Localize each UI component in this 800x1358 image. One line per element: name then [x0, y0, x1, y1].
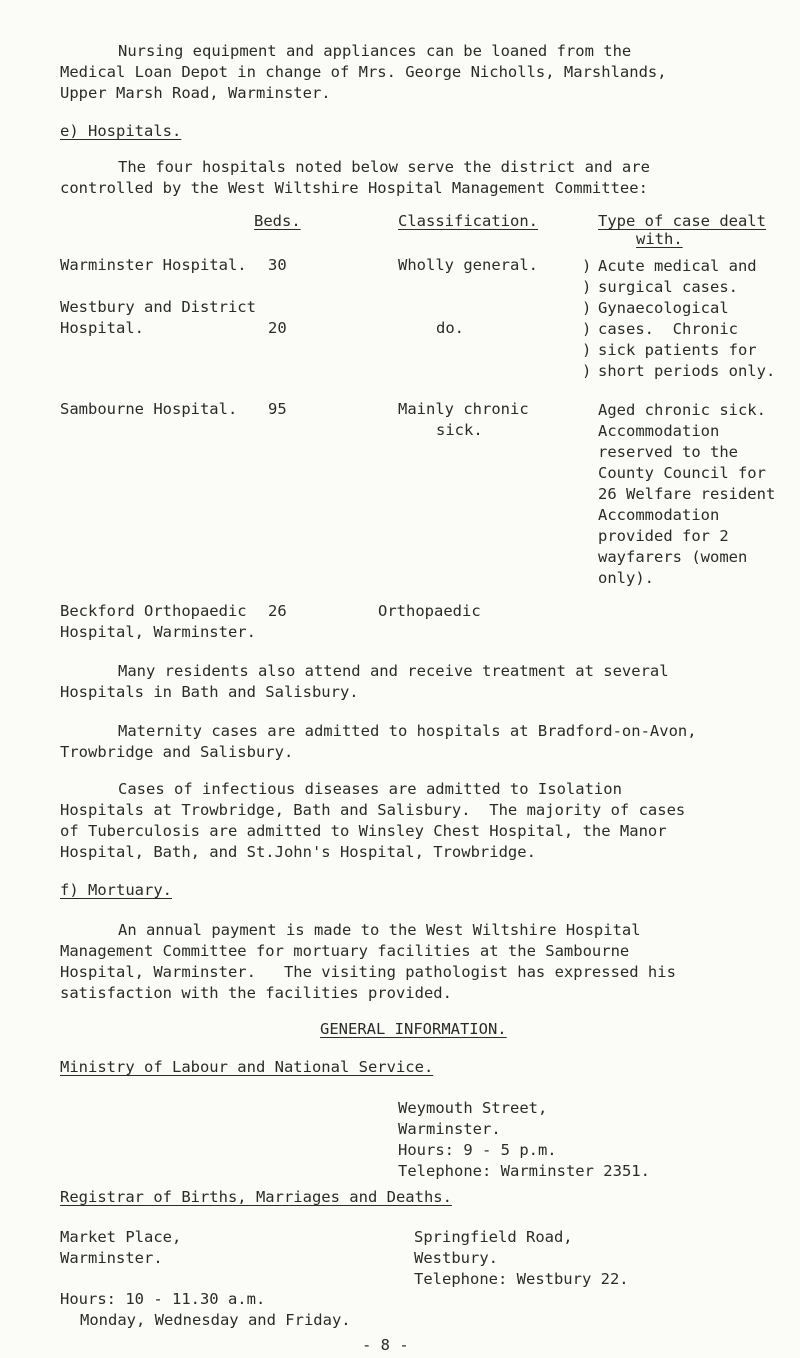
type-group-chronic — [598, 400, 775, 589]
section-heading-hospitals: e) Hospitals. — [60, 122, 182, 140]
header-beds: Beds. — [254, 212, 301, 230]
hospitals-intro-line-2: controlled by the West Wiltshire Hospital Management Committee: — [60, 179, 648, 197]
hospital-classification: Wholly general. — [398, 256, 538, 274]
page-number: - 8 - — [362, 1336, 409, 1354]
registrar-days: Monday, Wednesday and Friday. — [80, 1311, 351, 1329]
hospital-beds: 26 — [268, 602, 287, 620]
type-line: provided for 2 — [598, 527, 729, 545]
registrar-address-right — [414, 1227, 629, 1290]
address-line: Westbury. — [414, 1249, 498, 1267]
hospital-name-cont: Hospital. — [60, 319, 144, 337]
address-line: Telephone: Westbury 22. — [414, 1270, 629, 1288]
hospital-beds: 95 — [268, 400, 287, 418]
header-classification: Classification. — [398, 212, 538, 230]
hospital-classification: do. — [436, 319, 464, 337]
hospital-classification-cont: sick. — [436, 421, 483, 439]
hospital-beds: 30 — [268, 256, 287, 274]
type-bracket: ) ) ) ) ) ) — [582, 257, 592, 380]
mortuary-line-3: Hospital, Warminster. The visiting pathologist has expressed his — [60, 963, 676, 981]
registrar-address-left — [60, 1227, 181, 1269]
address-line: Hours: 9 - 5 p.m. — [398, 1141, 557, 1159]
ministry-address — [398, 1098, 650, 1182]
mortuary-line-4: satisfaction with the facilities provided. — [60, 984, 452, 1002]
registrar-heading: Registrar of Births, Marriages and Deaths. — [60, 1188, 452, 1206]
para-maternity-line-2: Trowbridge and Salisbury. — [60, 743, 294, 761]
mortuary-line-1: An annual payment is made to the West Wiltshire Hospital — [118, 921, 641, 939]
registrar-hours: Hours: 10 - 11.30 a.m. — [60, 1290, 266, 1308]
type-line: Accommodation — [598, 506, 720, 524]
type-line: short periods only. — [598, 362, 776, 380]
address-line: Springfield Road, — [414, 1228, 573, 1246]
type-line: Acute medical and — [598, 257, 757, 275]
type-line: Accommodation — [598, 422, 720, 440]
address-line: Telephone: Warminster 2351. — [398, 1162, 650, 1180]
general-information-heading: GENERAL INFORMATION. — [320, 1020, 507, 1038]
type-line: only). — [598, 569, 654, 587]
address-line: Market Place, — [60, 1228, 182, 1246]
type-line: surgical cases. — [598, 278, 738, 296]
header-type-line-1: Type of case dealt — [598, 212, 766, 230]
mortuary-line-2: Management Committee for mortuary facilities at the Sambourne — [60, 942, 630, 960]
type-line: Gynaecological — [598, 299, 729, 317]
para-maternity-line-1: Maternity cases are admitted to hospitals at Bradford-on-Avon, — [118, 722, 697, 740]
type-line: sick patients for — [598, 341, 757, 359]
address-line: Warminster. — [60, 1249, 163, 1267]
address-line: Warminster. — [398, 1120, 501, 1138]
para-residents-line-2: Hospitals in Bath and Salisbury. — [60, 683, 359, 701]
hospitals-intro-line-1: The four hospitals noted below serve the district and are — [118, 158, 650, 176]
address-line: Weymouth Street, — [398, 1099, 548, 1117]
section-heading-mortuary: f) Mortuary. — [60, 881, 172, 899]
type-line: 26 Welfare resident — [598, 485, 776, 503]
type-line: cases. Chronic — [598, 320, 738, 338]
intro-line-2: Medical Loan Depot in change of Mrs. George Nicholls, Marshlands, — [60, 63, 667, 81]
type-group-acute — [598, 256, 775, 382]
para-infectious-line-1: Cases of infectious diseases are admitted to Isolation — [118, 780, 622, 798]
hospital-name: Sambourne Hospital. — [60, 400, 238, 418]
hospital-name-cont: Hospital, Warminster. — [60, 623, 256, 641]
type-line: County Council for — [598, 464, 766, 482]
para-infectious-line-2: Hospitals at Trowbridge, Bath and Salisbury. The majority of cases — [60, 801, 686, 819]
hospital-beds: 20 — [268, 319, 287, 337]
para-infectious-line-3: of Tuberculosis are admitted to Winsley Chest Hospital, the Manor — [60, 822, 667, 840]
type-line: reserved to the — [598, 443, 738, 461]
hospital-classification: Orthopaedic — [378, 602, 481, 620]
para-infectious-line-4: Hospital, Bath, and St.John's Hospital, Trowbridge. — [60, 843, 536, 861]
intro-line-1: Nursing equipment and appliances can be loaned from the — [118, 42, 632, 60]
type-line: Aged chronic sick. — [598, 401, 766, 419]
type-line: wayfarers (women — [598, 548, 748, 566]
intro-line-3: Upper Marsh Road, Warminster. — [60, 84, 331, 102]
header-type-line-2: with. — [636, 230, 683, 248]
hospital-name: Westbury and District — [60, 298, 256, 316]
hospital-classification: Mainly chronic — [398, 400, 529, 418]
para-residents-line-1: Many residents also attend and receive treatment at several — [118, 662, 669, 680]
hospital-name: Beckford Orthopaedic — [60, 602, 247, 620]
ministry-heading: Ministry of Labour and National Service. — [60, 1058, 434, 1076]
hospital-name: Warminster Hospital. — [60, 256, 247, 274]
